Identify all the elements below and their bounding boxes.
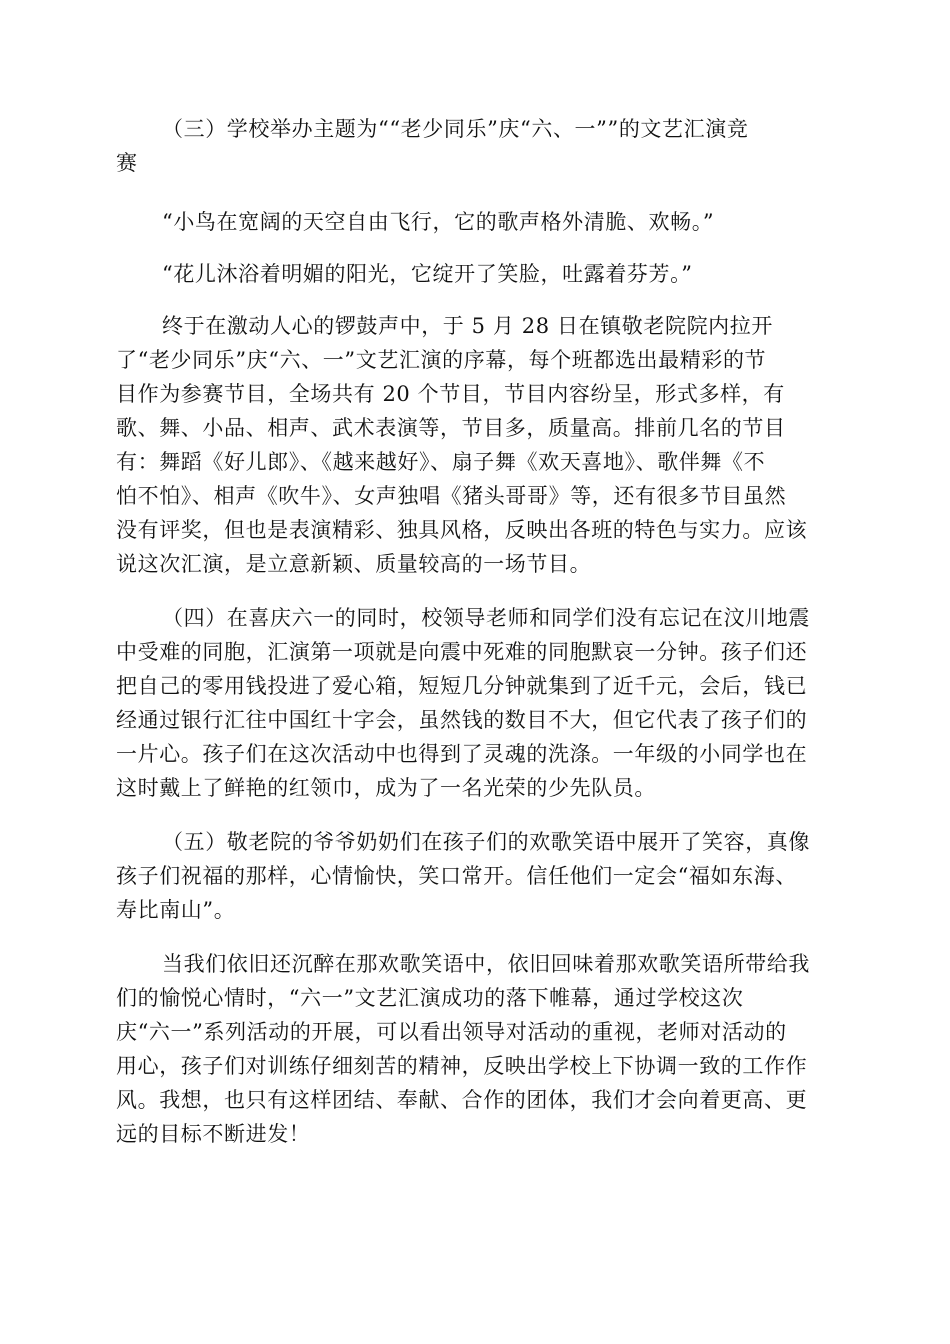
paragraph-section-four — [116, 601, 838, 805]
text-line: 用心，孩子们对训练仔细刻苦的精神，反映出学校上下协调一致的工作作 — [116, 1054, 808, 1078]
text-line: 寿比南山”。 — [116, 898, 236, 922]
paragraph-bird-quote — [116, 205, 838, 239]
text-line: 孩子们祝福的那样，心情愉快，笑口常开。信任他们一定会“福如东海、 — [116, 864, 797, 888]
text-line: 经通过银行汇往中国红十字会，虽然钱的数目不大，但它代表了孩子们的 — [116, 708, 808, 732]
document-page — [116, 112, 838, 1171]
paragraph-performance — [116, 309, 838, 581]
text-line: “小鸟在宽阔的天空自由飞行，它的歌声格外清脆、欢畅。” — [162, 210, 715, 234]
text-line: 风。我想，也只有这样团结、奉献、合作的团体，我们才会向着更高、更 — [116, 1088, 808, 1112]
text-line: 目作为参赛节目，全场共有 20 个节目，节目内容纷呈，形式多样，有 — [116, 382, 785, 406]
text-line: 们的愉悦心情时，“六一”文艺汇演成功的落下帷幕，通过学校这次 — [116, 986, 744, 1010]
text-line: 终于在激动人心的锣鼓声中，于 5 月 28 日在镇敬老院院内拉开 — [162, 314, 773, 338]
text-line: （四）在喜庆六一的同时，校领导老师和同学们没有忘记在汶川地震 — [162, 606, 810, 630]
text-line: 远的目标不断进发！ — [116, 1122, 311, 1146]
text-line: 这时戴上了鲜艳的红领巾，成为了一名光荣的少先队员。 — [116, 776, 656, 800]
text-line: 有：舞蹈《好儿郎》、《越来越好》、扇子舞《欢天喜地》、歌伴舞《不 — [116, 450, 766, 474]
text-line: 当我们依旧还沉醉在那欢歌笑语中，依旧回味着那欢歌笑语所带给我 — [162, 952, 810, 976]
paragraph-section-three-title — [116, 112, 838, 180]
text-line: 说这次汇演，是立意新颖、质量较高的一场节目。 — [116, 552, 592, 576]
paragraph-flower-quote — [116, 257, 838, 291]
text-line: 没有评奖，但也是表演精彩、独具风格，反映出各班的特色与实力。应该 — [116, 518, 808, 542]
text-line: 怕不怕》、相声《吹牛》、女声独唱《猪头哥哥》等，还有很多节目虽然 — [116, 484, 787, 508]
text-line: 赛 — [116, 151, 138, 175]
text-line: 庆“六一”系列活动的开展，可以看出领导对活动的重视，老师对活动的 — [116, 1020, 787, 1044]
text-line: 了“老少同乐”庆“六、一”文艺汇演的序幕，每个班都选出最精彩的节 — [116, 348, 767, 372]
text-line: 一片心。孩子们在这次活动中也得到了灵魂的洗涤。一年级的小同学也在 — [116, 742, 808, 766]
text-line: 把自己的零用钱投进了爱心箱，短短几分钟就集到了近千元，会后，钱已 — [116, 674, 808, 698]
text-line: 歌、舞、小品、相声、武术表演等，节目多，质量高。排前几名的节目 — [116, 416, 786, 440]
text-line: 中受难的同胞，汇演第一项就是向震中死难的同胞默哀一分钟。孩子们还 — [116, 640, 808, 664]
paragraph-conclusion — [116, 947, 838, 1151]
text-line: （三）学校举办主题为““老少同乐”庆“六、一””的文艺汇演竞 — [162, 117, 749, 141]
text-line: （五）敬老院的爷爷奶奶们在孩子们的欢歌笑语中展开了笑容，真像 — [162, 830, 810, 854]
paragraph-section-five — [116, 825, 838, 927]
text-line: “花儿沐浴着明媚的阳光，它绽开了笑脸，吐露着芬芳。” — [162, 262, 693, 286]
